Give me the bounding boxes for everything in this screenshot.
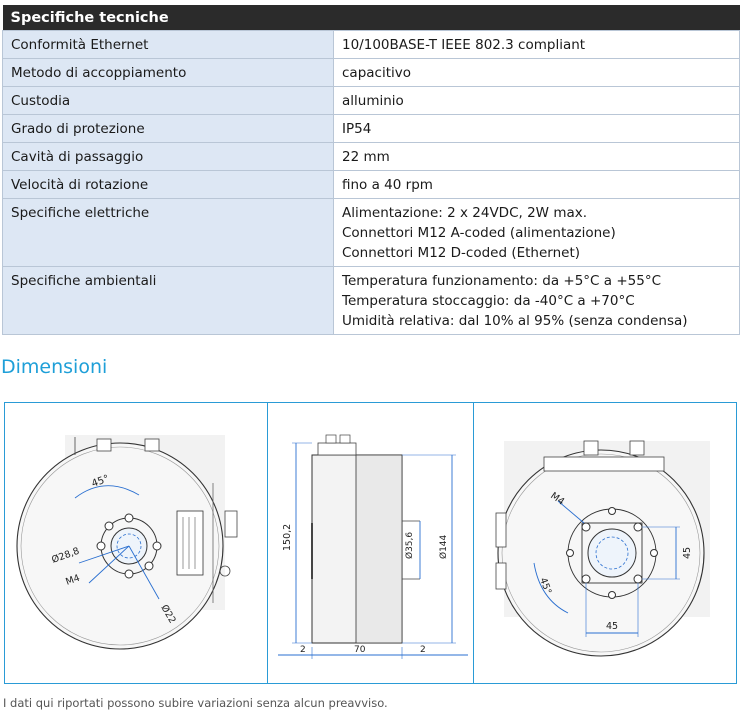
- spec-value-line: Connettori M12 D-coded (Ethernet): [342, 245, 581, 261]
- spec-label: Specifiche ambientali: [3, 267, 334, 335]
- spec-value: [334, 115, 740, 143]
- disclaimer-text: I dati qui riportati possono subire variazioni senza alcun preavviso.: [3, 696, 388, 710]
- spec-label: Metodo di accoppiamento: [3, 59, 334, 87]
- spec-value: [334, 87, 740, 115]
- side-inner-label: Ø35,6: [405, 531, 415, 559]
- side-right-gap-label: 2: [420, 645, 426, 655]
- side-left-gap-label: 2: [300, 645, 306, 655]
- spec-value-line: Connettori M12 A-coded (alimentazione): [342, 225, 616, 241]
- spec-label: Conformità Ethernet: [3, 31, 334, 59]
- spec-value: [334, 199, 740, 267]
- spec-label: Cavità di passaggio: [3, 143, 334, 171]
- front-bore-label: Ø28,8: [50, 545, 81, 566]
- spec-table-title: Specifiche tecniche: [3, 5, 740, 31]
- spec-value-line: alluminio: [342, 93, 404, 109]
- spec-value-line: Umidità relativa: dal 10% al 95% (senza condensa): [342, 313, 688, 329]
- side-height-label: 150,2: [282, 523, 293, 551]
- rear-view-drawing: [474, 403, 736, 683]
- spec-label: Velocità di rotazione: [3, 171, 334, 199]
- spec-value: [334, 171, 740, 199]
- front-angle-label: 45°: [90, 473, 111, 490]
- spec-row: [3, 59, 740, 87]
- spec-value: [334, 267, 740, 335]
- spec-value: [334, 143, 740, 171]
- spec-value-line: fino a 40 rpm: [342, 177, 433, 193]
- spec-row: [3, 31, 740, 59]
- rear-thread-label: M4: [548, 490, 567, 508]
- front-view-drawing: [5, 403, 267, 683]
- spec-row: [3, 171, 740, 199]
- spec-value-line: 22 mm: [342, 149, 390, 165]
- side-outer-label: Ø144: [439, 534, 449, 559]
- spec-row: [3, 267, 740, 335]
- front-hole-label: Ø22: [158, 603, 178, 626]
- spec-value-line: Alimentazione: 2 x 24VDC, 2W max.: [342, 205, 588, 221]
- side-length-label: 70: [354, 645, 366, 655]
- rear-horizontal-label: 45: [606, 621, 619, 632]
- side-view-drawing: [268, 403, 473, 683]
- spec-value: [334, 59, 740, 87]
- spec-value-line: IP54: [342, 121, 372, 137]
- spec-label: Grado di protezione: [3, 115, 334, 143]
- spec-value-line: Temperatura stoccaggio: da -40°C a +70°C: [342, 293, 635, 309]
- spec-row: [3, 143, 740, 171]
- spec-label: Custodia: [3, 87, 334, 115]
- spec-label: Specifiche elettriche: [3, 199, 334, 267]
- front-thread-label: M4: [64, 572, 82, 588]
- spec-row: [3, 115, 740, 143]
- rear-vertical-label: 45: [682, 546, 693, 559]
- dimensions-figure: [4, 402, 737, 684]
- spec-value: [334, 31, 740, 59]
- spec-value-line: 10/100BASE-T IEEE 802.3 compliant: [342, 37, 586, 53]
- rear-angle-label: 45°: [537, 576, 554, 596]
- spec-table: [2, 5, 740, 335]
- spec-value-line: capacitivo: [342, 65, 412, 81]
- spec-value-line: Temperatura funzionamento: da +5°C a +55°C: [342, 273, 661, 289]
- dimensions-title: Dimensioni: [1, 356, 108, 378]
- spec-row: [3, 199, 740, 267]
- spec-row: [3, 87, 740, 115]
